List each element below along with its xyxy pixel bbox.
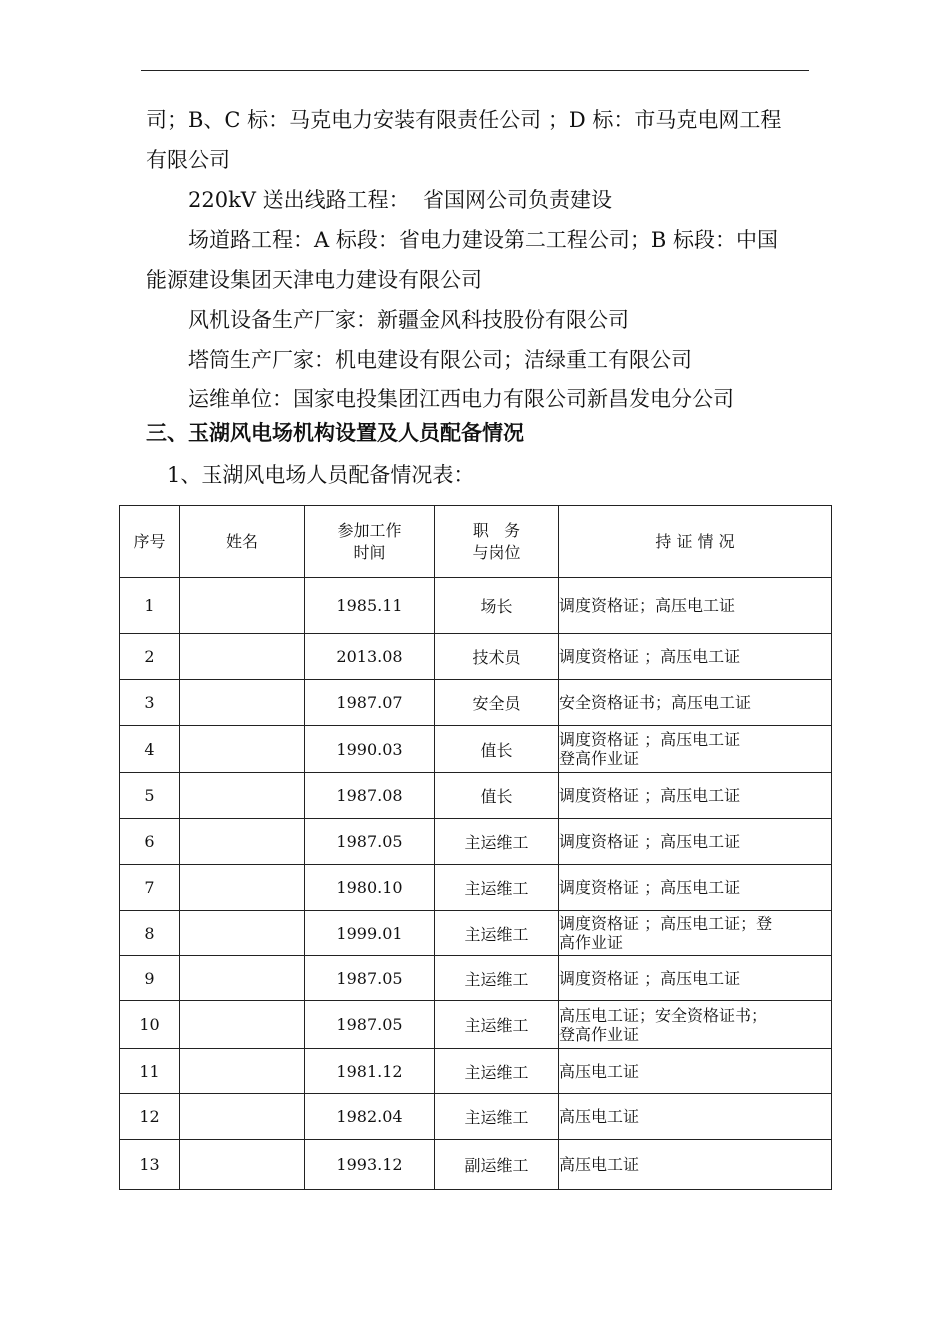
cell-name xyxy=(180,634,305,680)
table-caption: 1、玉湖风电场人员配备情况表： xyxy=(167,463,475,487)
cell-start-time: 1985.11 xyxy=(305,578,435,634)
cell-certificates xyxy=(559,1001,832,1049)
header-role-line2: 与岗位 xyxy=(472,542,521,562)
cell-start-time: 1987.05 xyxy=(305,819,435,865)
cell-start-time: 1993.12 xyxy=(305,1140,435,1190)
paragraph-road-works-cont: 能源建设集团天津电力建设有限公司 xyxy=(146,268,482,292)
table-row xyxy=(120,1140,832,1190)
cell-name xyxy=(180,1094,305,1140)
cell-start-time: 1987.05 xyxy=(305,956,435,1001)
cell-certificates xyxy=(559,1140,832,1190)
cell-start-time: 1981.12 xyxy=(305,1049,435,1094)
cell-start-time: 2013.08 xyxy=(305,634,435,680)
certificate-line: 高压电工证 xyxy=(559,1061,640,1081)
cell-name xyxy=(180,578,305,634)
cell-certificates xyxy=(559,578,832,634)
cell-certificates xyxy=(559,1094,832,1140)
cell-start-time: 1980.10 xyxy=(305,865,435,911)
certificate-line: 登高作业证 xyxy=(559,1024,640,1044)
table-row xyxy=(120,1094,832,1140)
cell-certificates xyxy=(559,865,832,911)
paragraph-bid-sections: 司；B、C 标：马克电力安装有限责任公司 ；D 标：市马克电网工程 xyxy=(146,108,782,132)
certificate-line: 调度资格证 ；高压电工证 xyxy=(559,968,741,988)
certificate-line: 调度资格证 ；高压电工证 xyxy=(559,647,741,666)
table-row xyxy=(120,578,832,634)
certificate-line: 调度资格证 ；高压电工证 xyxy=(559,730,741,749)
header-start-time-line2: 时间 xyxy=(353,542,386,562)
cell-role: 主运维工 xyxy=(435,1094,559,1140)
certificate-line: 调度资格证 ；高压电工证；登 xyxy=(559,914,773,933)
header-role-line1: 职 务 xyxy=(472,520,521,540)
cell-seq: 6 xyxy=(120,819,180,865)
header-name: 姓名 xyxy=(180,506,305,578)
header-rule xyxy=(141,70,809,71)
certificate-line: 安全资格证书；高压电工证 xyxy=(559,693,752,712)
cell-start-time: 1987.07 xyxy=(305,680,435,726)
cell-name xyxy=(180,773,305,819)
certificate-line: 调度资格证 ；高压电工证 xyxy=(559,786,741,805)
cell-seq: 11 xyxy=(120,1049,180,1094)
cell-role: 主运维工 xyxy=(435,911,559,956)
cell-seq: 12 xyxy=(120,1094,180,1140)
cell-name xyxy=(180,1049,305,1094)
cell-role: 安全员 xyxy=(435,680,559,726)
cell-certificates xyxy=(559,634,832,680)
cell-name xyxy=(180,680,305,726)
table-row xyxy=(120,726,832,773)
cell-certificates xyxy=(559,726,832,773)
certificate-line: 调度资格证 ；高压电工证 xyxy=(559,832,741,851)
staff-table xyxy=(119,505,832,1190)
cell-seq: 9 xyxy=(120,956,180,1001)
header-certificates: 持 证 情 况 xyxy=(559,506,832,578)
table-row xyxy=(120,911,832,956)
cell-role: 场长 xyxy=(435,578,559,634)
table-row xyxy=(120,819,832,865)
cell-start-time: 1987.05 xyxy=(305,1001,435,1049)
cell-name xyxy=(180,911,305,956)
cell-role: 副运维工 xyxy=(435,1140,559,1190)
cell-seq: 1 xyxy=(120,578,180,634)
cell-seq: 3 xyxy=(120,680,180,726)
cell-seq: 4 xyxy=(120,726,180,773)
cell-seq: 2 xyxy=(120,634,180,680)
header-role xyxy=(435,506,559,578)
certificate-line: 登高作业证 xyxy=(559,749,640,768)
header-start-time xyxy=(305,506,435,578)
table-row xyxy=(120,865,832,911)
table-row xyxy=(120,680,832,726)
cell-seq: 13 xyxy=(120,1140,180,1190)
section-heading: 三、玉湖风电场机构设置及人员配备情况 xyxy=(146,420,524,445)
cell-certificates xyxy=(559,956,832,1001)
cell-seq: 10 xyxy=(120,1001,180,1049)
cell-certificates xyxy=(559,911,832,956)
cell-name xyxy=(180,726,305,773)
paragraph-road-works: 场道路工程：A 标段：省电力建设第二工程公司；B 标段：中国 xyxy=(188,228,778,252)
cell-start-time: 1982.04 xyxy=(305,1094,435,1140)
cell-role: 主运维工 xyxy=(435,865,559,911)
table-row xyxy=(120,634,832,680)
cell-seq: 5 xyxy=(120,773,180,819)
cell-certificates xyxy=(559,819,832,865)
cell-seq: 8 xyxy=(120,911,180,956)
cell-name xyxy=(180,956,305,1001)
cell-role: 值长 xyxy=(435,726,559,773)
cell-name xyxy=(180,819,305,865)
paragraph-tower-maker: 塔筒生产厂家：机电建设有限公司；洁绿重工有限公司 xyxy=(188,348,692,372)
table-header-row xyxy=(120,506,832,578)
cell-certificates xyxy=(559,1049,832,1094)
cell-start-time: 1999.01 xyxy=(305,911,435,956)
paragraph-turbine-maker: 风机设备生产厂家：新疆金风科技股份有限公司 xyxy=(188,308,629,332)
cell-name xyxy=(180,1140,305,1190)
certificate-line: 调度资格证 ；高压电工证 xyxy=(559,878,741,897)
paragraph-operator: 运维单位：国家电投集团江西电力有限公司新昌发电分公司 xyxy=(188,387,734,411)
certificate-line: 高压电工证；安全资格证书； xyxy=(559,1005,768,1025)
paragraph-transmission-line: 220kV 送出线路工程： 省国网公司负责建设 xyxy=(188,188,612,212)
cell-role: 值长 xyxy=(435,773,559,819)
cell-start-time: 1987.08 xyxy=(305,773,435,819)
table-row xyxy=(120,1001,832,1049)
certificate-line: 高压电工证 xyxy=(559,1155,640,1174)
cell-role: 主运维工 xyxy=(435,956,559,1001)
certificate-line: 高压电工证 xyxy=(559,1107,640,1126)
paragraph-bid-sections-cont: 有限公司 xyxy=(146,148,230,172)
table-row xyxy=(120,956,832,1001)
cell-name xyxy=(180,1001,305,1049)
table-row xyxy=(120,773,832,819)
header-seq: 序号 xyxy=(120,506,180,578)
certificate-line: 高作业证 xyxy=(559,933,624,952)
cell-role: 主运维工 xyxy=(435,1001,559,1049)
cell-seq: 7 xyxy=(120,865,180,911)
cell-role: 技术员 xyxy=(435,634,559,680)
cell-name xyxy=(180,865,305,911)
cell-certificates xyxy=(559,680,832,726)
header-start-time-line1: 参加工作 xyxy=(337,520,402,540)
table-row xyxy=(120,1049,832,1094)
certificate-line: 调度资格证；高压电工证 xyxy=(559,596,736,615)
cell-certificates xyxy=(559,773,832,819)
cell-start-time: 1990.03 xyxy=(305,726,435,773)
cell-role: 主运维工 xyxy=(435,819,559,865)
cell-role: 主运维工 xyxy=(435,1049,559,1094)
